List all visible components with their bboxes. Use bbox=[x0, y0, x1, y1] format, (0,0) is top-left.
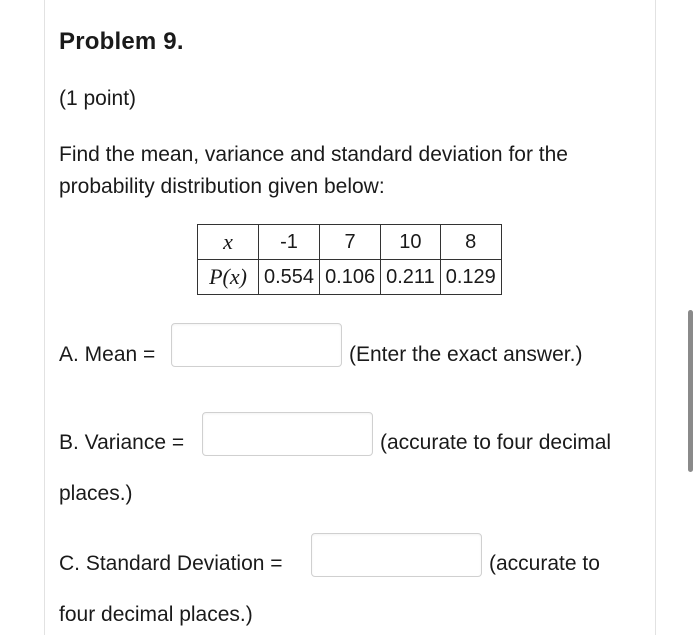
x-value: 8 bbox=[440, 225, 501, 260]
variance-hint: (accurate to four decimal bbox=[380, 431, 612, 454]
problem-title: Problem 9. bbox=[59, 28, 184, 55]
distribution-table bbox=[197, 224, 502, 295]
mean-hint: (Enter the exact answer.) bbox=[349, 343, 583, 366]
mean-label: A. Mean = bbox=[59, 343, 156, 366]
p-value: 0.129 bbox=[440, 260, 501, 295]
x-value: 10 bbox=[381, 225, 441, 260]
std-dev-label: C. Standard Deviation = bbox=[59, 552, 283, 575]
problem-points: (1 point) bbox=[59, 87, 137, 110]
x-header: x bbox=[198, 225, 259, 260]
px-row bbox=[198, 260, 502, 295]
problem-prompt: Find the mean, variance and standard deviation for the probability distribution given below: bbox=[59, 143, 568, 198]
mean-input[interactable] bbox=[171, 323, 342, 367]
std-dev-hint-cont: four decimal places.) bbox=[59, 603, 253, 626]
x-row bbox=[198, 225, 502, 260]
p-value: 0.106 bbox=[320, 260, 381, 295]
variance-label: B. Variance = bbox=[59, 431, 185, 454]
scrollbar[interactable] bbox=[688, 310, 693, 472]
x-value: -1 bbox=[259, 225, 320, 260]
p-value: 0.554 bbox=[259, 260, 320, 295]
variance-hint-cont: places.) bbox=[59, 482, 133, 505]
variance-input[interactable] bbox=[202, 412, 373, 456]
px-header: P(x) bbox=[198, 260, 259, 295]
std-dev-hint: (accurate to bbox=[489, 552, 600, 575]
p-value: 0.211 bbox=[381, 260, 441, 295]
problem-card bbox=[44, 0, 656, 635]
std-dev-input[interactable] bbox=[311, 533, 482, 577]
x-value: 7 bbox=[320, 225, 381, 260]
